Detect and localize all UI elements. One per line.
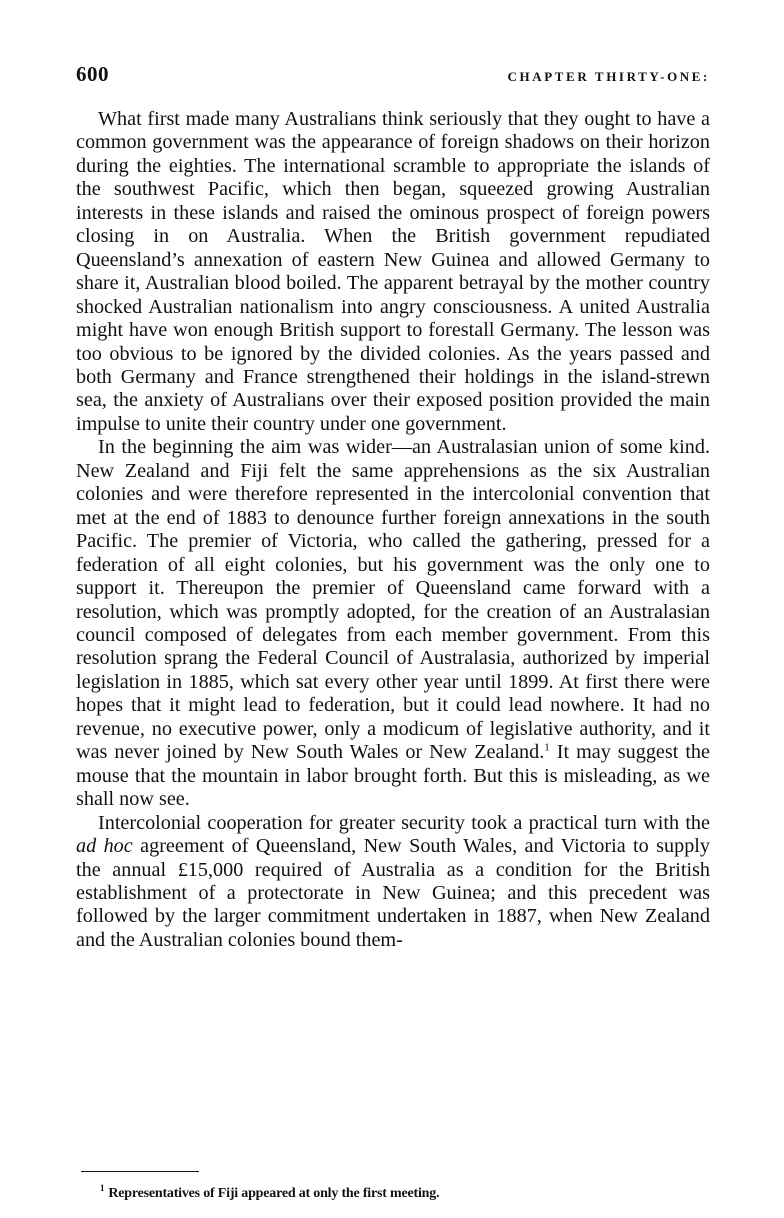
footnote-reference: 1 (544, 741, 550, 754)
footnote-text: Representatives of Fiji appeared at only the first meeting. (108, 1186, 440, 1201)
paragraph-3 (76, 812, 710, 953)
italic-phrase: ad hoc (76, 835, 133, 858)
paragraph-3-text: Intercolonial cooperation for greater security took a practical turn with the (98, 811, 710, 834)
footnote (100, 1183, 440, 1202)
body-text (76, 108, 710, 952)
book-page (76, 62, 710, 952)
paragraph-2 (76, 436, 710, 811)
footnote-marker: 1 (100, 1183, 105, 1194)
paragraph-3-text-continued: agreement of Queensland, New South Wales, and Victoria to supply the annual £15,000 required of Australia as a condition for the British establishment of a protectorate in New Guinea; and this precedent was followed by the larger commitment undertaken in 1887, when New Zealand and the Australian colonies bound them- (76, 835, 711, 951)
page-number: 600 (76, 62, 109, 86)
paragraph-2-text: In the beginning the aim was wider—an Australasian union of some kind. New Zealand and Fiji felt the same apprehensions as the six Australian colonies and were therefore represented in the intercolonial convention that met at the end of 1883 to denounce further foreign annexations in the south Pacific. The premier of Victoria, who called the gathering, pressed for a federation of all eight colonies, but his government was the only one to support it. Thereupon the premier of Queensland came forward with a resolution, which was promptly adopted, for the creation of an Australasian council composed of delegates from each member government. From this resolution sprang the Federal Council of Australasia, authorized by imperial legislation in 1885, which sat every other year until 1899. At first there were hopes that it might lead to federation, but it could lead nowhere. It had no revenue, no executive power, only a modicum of legislative authority, and it was never joined by New South Wales or New Zealand. (76, 436, 710, 764)
chapter-heading: CHAPTER THIRTY-ONE: (507, 69, 710, 84)
paragraph-2-text-continued: It may suggest the mouse that the mountain in labor brought forth. But this is misleading, as we shall now see. (76, 741, 710, 811)
footnote-rule (81, 1171, 199, 1172)
running-head (76, 62, 710, 96)
paragraph-1 (76, 108, 710, 436)
paragraph-1-text: What first made many Australians think seriously that they ought to have a common government was the appearance of foreign shadows on their horizon during the eighties. The international scramble to appropriate the islands of the southwest Pacific, which then began, squeezed growing Australian interests in these islands and raised the ominous prospect of foreign powers closing in on Australia. When the British government repudiated Queensland’s annexation of eastern New Guinea and allowed Germany to share it, Australian blood boiled. The apparent betrayal by the mother country shocked Australian nationalism into angry consciousness. A united Australia might have won enough British support to forestall Germany. The lesson was too obvious to be ignored by the divided colonies. As the years passed and both Germany and France strengthened their holdings in the island-strewn sea, the anxiety of Australians over their exposed position provided the main impulse to unite their country under one government. (76, 108, 710, 435)
